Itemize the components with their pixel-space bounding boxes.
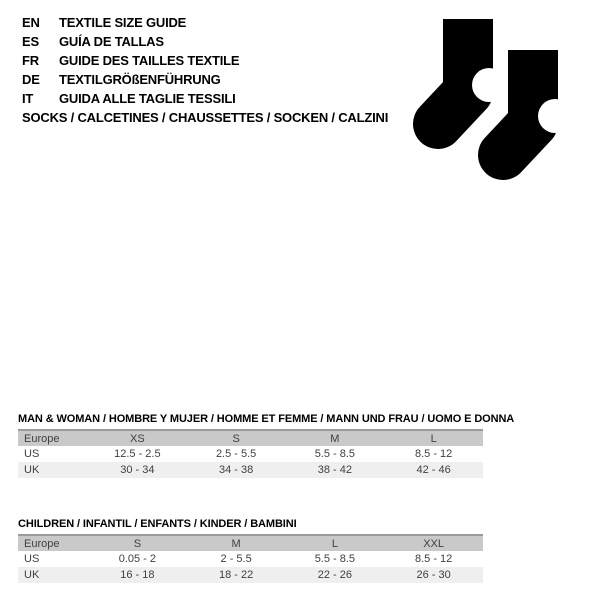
table-row-uk [18,462,483,478]
table-section-adults [18,413,515,478]
table-row-us [18,551,483,567]
table-row-uk [18,567,483,583]
column-header-size: L [430,432,437,445]
language-label: TEXTILE SIZE GUIDE [59,15,187,30]
language-code: ES [22,34,39,49]
size-cell: 22 - 26 [317,569,352,581]
language-row-it [22,89,239,108]
size-cell: 42 - 46 [416,464,451,476]
language-code: DE [22,72,40,87]
language-list [22,13,239,108]
row-label: US [24,553,40,565]
language-code: EN [22,15,40,30]
column-header-size: L [331,537,338,550]
column-header-size: S [133,537,142,550]
size-cell: 5.5 - 8.5 [314,448,356,460]
size-cell: 8.5 - 12 [414,553,453,565]
language-label: GUIDE DES TAILLES TEXTILE [59,53,240,68]
table-header-row [18,430,483,446]
column-header-region: Europe [24,537,60,550]
column-header-size: XS [130,432,145,445]
size-cell: 34 - 38 [219,464,254,476]
table-header-row [18,535,483,551]
table-section-children [18,518,483,583]
sock-heel-cutout [538,99,572,133]
size-cell: 12.5 - 2.5 [114,448,161,460]
table-row-us [18,446,483,462]
table-title-adults: MAN & WOMAN / HOMBRE Y MUJER / HOMME ET FEMME / MANN UND FRAU / UOMO E DONNA [18,413,515,425]
size-cell: 16 - 18 [120,569,155,581]
table-title-children: CHILDREN / INFANTIL / ENFANTS / KINDER / BAMBINI [18,518,297,530]
size-cell: 2.5 - 5.5 [215,448,257,460]
column-header-size: S [232,432,240,445]
size-cell: 0.05 - 2 [118,553,157,565]
category-title: SOCKS / CALCETINES / CHAUSSETTES / SOCKEN / CALZINI [22,110,389,125]
column-header-size: M [330,432,340,445]
language-row-en [22,13,239,32]
row-label: US [24,448,40,460]
language-code: IT [22,91,34,106]
size-cell: 30 - 34 [120,464,155,476]
size-table-children [18,534,483,583]
column-header-size: M [231,537,241,550]
size-cell: 5.5 - 8.5 [314,553,356,565]
language-row-fr [22,51,239,70]
row-label: UK [24,464,40,476]
socks-icon-svg [390,0,575,190]
size-cell: 8.5 - 12 [414,448,453,460]
row-label: UK [24,569,40,581]
language-label: GUÍA DE TALLAS [59,34,164,49]
language-row-es [22,32,239,51]
language-label: GUIDA ALLE TAGLIE TESSILI [59,91,236,106]
language-label: TEXTILGRÖßENFÜHRUNG [59,72,221,87]
size-table-adults [18,429,483,478]
column-header-size: XXL [423,537,445,550]
size-cell: 2 - 5.5 [220,553,252,565]
language-code: FR [22,53,39,68]
sock-heel-cutout [472,68,506,102]
size-cell: 26 - 30 [416,569,451,581]
socks-icon [390,0,575,190]
language-row-de [22,70,239,89]
size-cell: 38 - 42 [317,464,352,476]
size-cell: 18 - 22 [219,569,254,581]
column-header-region: Europe [24,432,60,445]
